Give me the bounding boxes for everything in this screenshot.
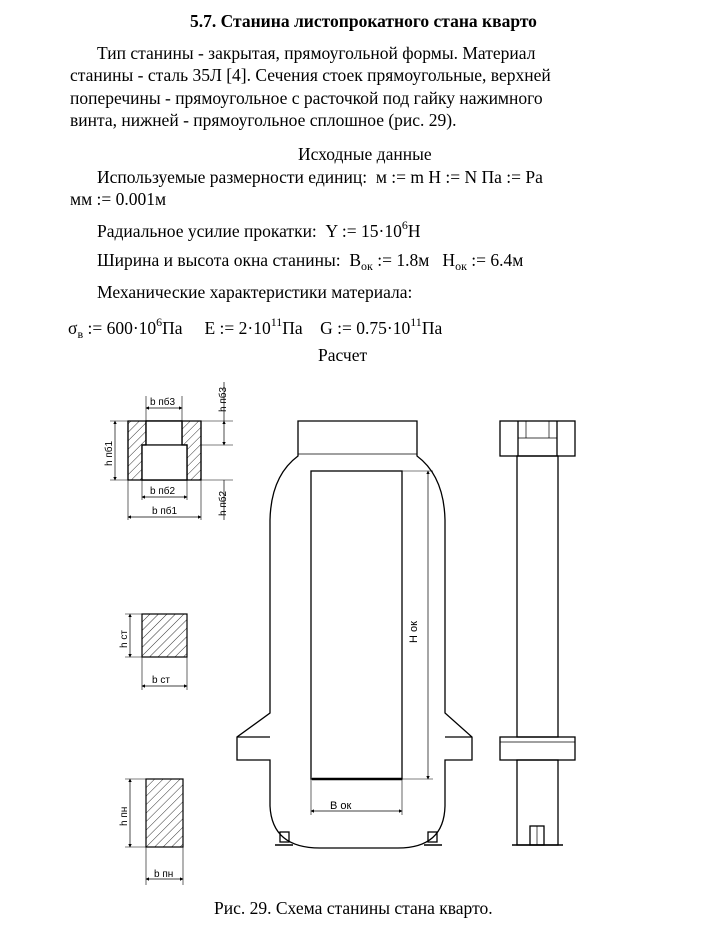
intro-line-1: Тип станины - закрытая, прямоугольной формы. Материал (97, 43, 536, 63)
label-h-pb2: h пб2 (218, 490, 229, 516)
label-h-pn: h пн (119, 806, 130, 826)
sigma-subscript: в (77, 327, 84, 341)
sigma-unit: Па (162, 318, 183, 338)
g-unit: Па (421, 318, 443, 338)
force-exponent: 6 (401, 218, 408, 232)
intro-line-3: поперечины - прямоугольное с расточкой под гайку нажимного (70, 88, 543, 108)
frame-front-view (237, 421, 472, 848)
mech-label: Механические характеристики материала: (97, 282, 413, 302)
label-b-pb2: b пб2 (150, 486, 176, 497)
label-h-pb3: h пб3 (218, 386, 229, 412)
label-h-st: h ст (119, 630, 130, 648)
window-label: Ширина и высота окна станины: (97, 250, 341, 270)
sigma-formula: := 600·10 (87, 318, 157, 338)
figure-caption: Рис. 29. Схема станины стана кварто. (214, 898, 493, 918)
sigma-symbol: σ (68, 318, 78, 338)
frame-side-view (500, 421, 575, 845)
intro-line-2: станины - сталь 35Л [4]. Сечения стоек прямоугольные, верхней (70, 65, 551, 85)
units-mm-definition: мм := 0.001м (70, 189, 167, 209)
label-h-ok: H ок (408, 621, 420, 643)
label-b-st: b ст (152, 675, 170, 686)
intro-line-4: винта, нижней - прямоугольное сплошное (рис. 29). (70, 110, 457, 130)
label-b-pb1: b пб1 (152, 506, 178, 517)
h-ok-subscript: ок (455, 259, 467, 273)
label-b-ok: B ок (330, 800, 352, 812)
calc-heading: Расчет (318, 345, 368, 365)
label-h-pb1: h пб1 (104, 440, 115, 466)
units-label: Используемые размерности единиц: (97, 167, 368, 187)
e-exponent: 11 (270, 315, 283, 329)
sigma-exponent: 6 (156, 315, 163, 329)
b-ok-subscript: ок (361, 259, 373, 273)
h-ok-symbol: H (442, 250, 456, 270)
e-formula: E := 2·10 (204, 318, 271, 338)
force-unit: Н (407, 221, 421, 241)
force-label: Радиальное усилие прокатки: (97, 221, 317, 241)
h-ok-value: := 6.4м (471, 250, 524, 270)
units-definitions: м := m H := N Па := Pa (375, 167, 543, 187)
section-heading: 5.7. Станина листопрокатного стана кварто (190, 11, 537, 31)
force-formula: Y := 15·10 (325, 221, 402, 241)
g-exponent: 11 (410, 315, 422, 329)
b-ok-value: := 1.8м (377, 250, 430, 270)
e-unit: Па (282, 318, 303, 338)
b-ok-symbol: B (349, 250, 362, 270)
label-b-pn: b пн (154, 869, 174, 880)
initial-data-heading: Исходные данные (298, 144, 432, 164)
g-formula: G := 0.75·10 (320, 318, 411, 338)
label-b-pb3: b пб3 (150, 397, 176, 408)
